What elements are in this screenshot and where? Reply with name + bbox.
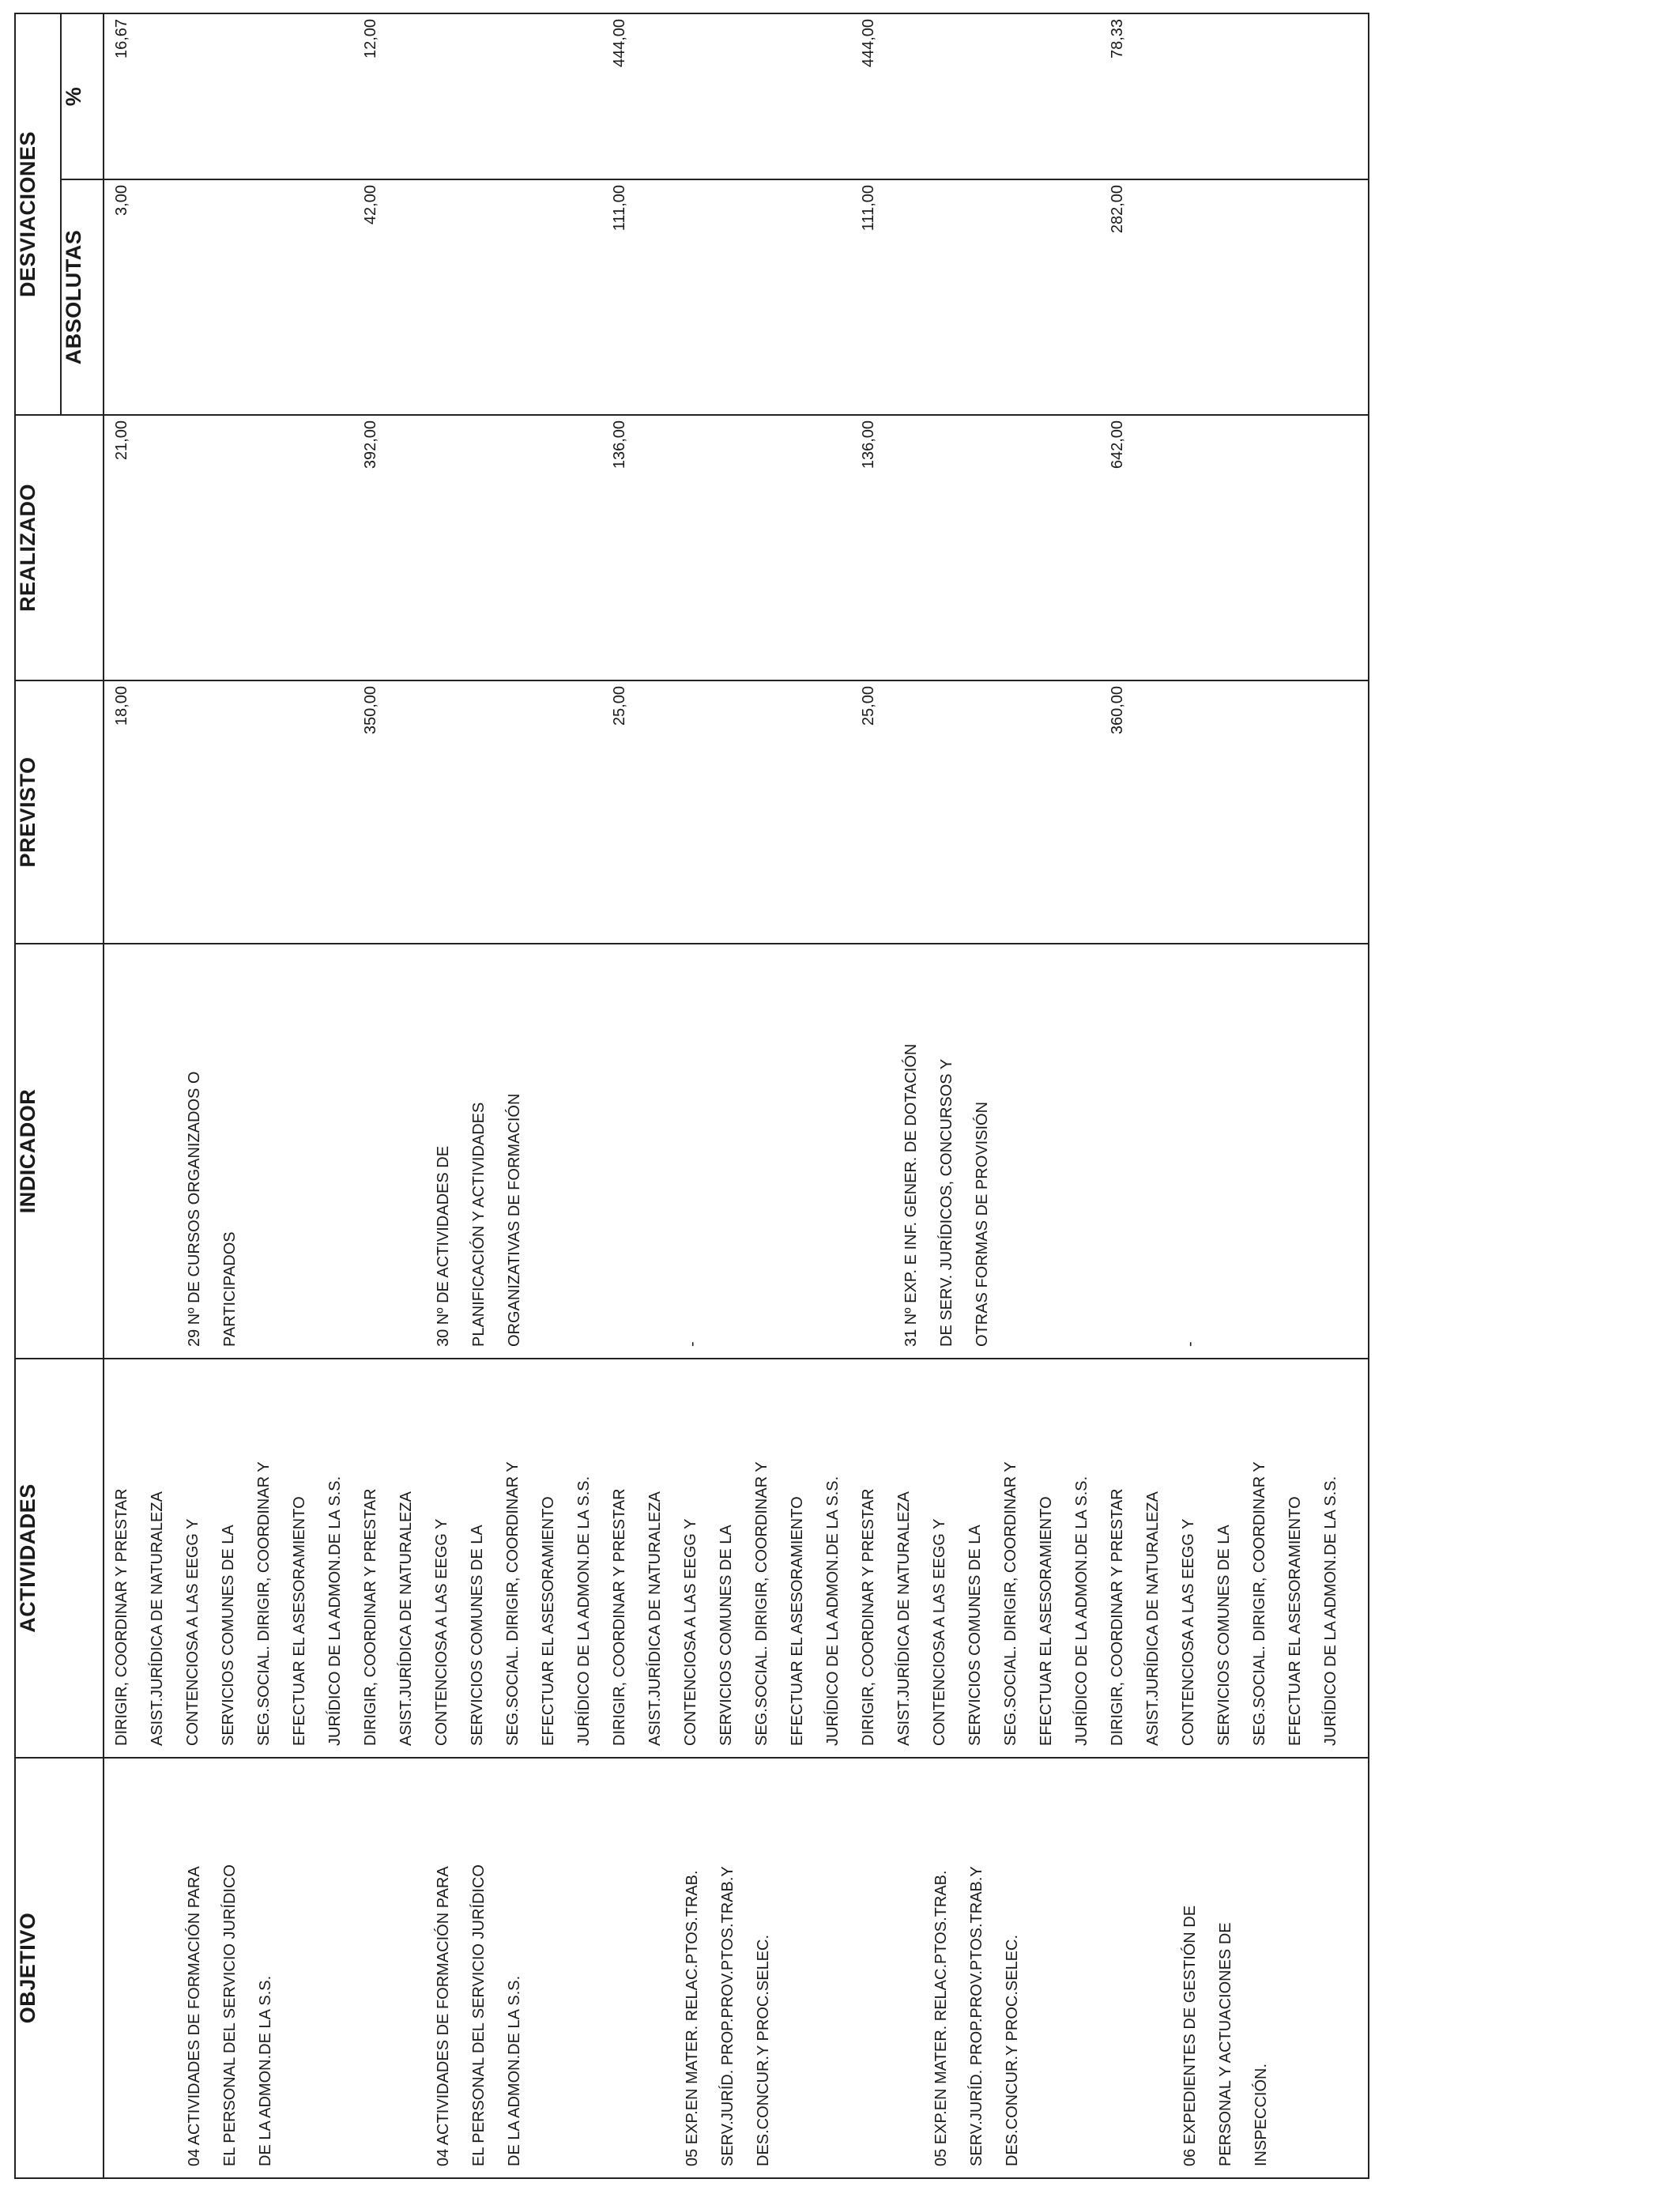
header-pct: %: [61, 13, 104, 179]
col-objetivo: [104, 1758, 1369, 2178]
header-previsto: PREVISTO: [15, 680, 104, 944]
actividades-cell: DIRIGIR, COORDINAR Y PRESTAR ASIST.JURÍDICA DE NATURALEZA CONTENCIOSA A LAS EEGG Y SERVICIOS COMUNES DE LA SEG.SOCIAL. DIRIGIR, COORDINAR Y EFECTUAR EL ASESORAMIENTO JURÍDICO DE LA ADMON.DE LA S.S.: [1109, 1461, 1339, 1746]
pct-value: 78,33: [1109, 18, 1126, 59]
absolutas-value: 111,00: [611, 185, 628, 232]
previsto-value: 18,00: [113, 686, 130, 726]
indicador-cell: -: [1181, 1341, 1199, 1347]
objetivo-cell: 05 EXP.EN MATER. RELAC.PTOS.TRAB. SERV.JURÍD. PROP.PROV.PTOS.TRAB.Y DES.CONCUR.Y PROC.SELEC.: [932, 1866, 1021, 2166]
previsto-value: 360,00: [1109, 686, 1126, 735]
previsto-value: 350,00: [362, 686, 379, 735]
col-absolutas: [104, 179, 1369, 415]
col-indicador: [104, 944, 1369, 1359]
pct-value: 444,00: [611, 18, 628, 68]
realizado-value: 21,00: [113, 420, 130, 461]
absolutas-value: 42,00: [362, 185, 379, 225]
header-desviaciones: DESVIACIONES: [15, 13, 61, 415]
absolutas-value: 282,00: [1109, 185, 1126, 234]
objetivo-cell: 05 EXP.EN MATER. RELAC.PTOS.TRAB. SERV.JURÍD. PROP.PROV.PTOS.TRAB.Y DES.CONCUR.Y PROC.SELEC.: [684, 1866, 772, 2166]
objectives-table: [14, 13, 1369, 2179]
indicador-cell: 29 Nº DE CURSOS ORGANIZADOS O PARTICIPADOS: [186, 1071, 239, 1347]
header-actividades: ACTIVIDADES: [15, 1359, 104, 1758]
realizado-value: 642,00: [1109, 420, 1126, 469]
col-actividades: [104, 1359, 1369, 1758]
actividades-cell: DIRIGIR, COORDINAR Y PRESTAR ASIST.JURÍDICA DE NATURALEZA CONTENCIOSA A LAS EEGG Y SERVICIOS COMUNES DE LA SEG.SOCIAL. DIRIGIR, COORDINAR Y EFECTUAR EL ASESORAMIENTO JURÍDICO DE LA ADMON.DE LA S.S.: [860, 1461, 1090, 1746]
col-pct: [104, 13, 1369, 179]
header-realizado: REALIZADO: [15, 415, 104, 680]
realizado-value: 136,00: [860, 420, 877, 469]
pct-value: 444,00: [860, 18, 877, 68]
previsto-value: 25,00: [611, 686, 628, 726]
pct-value: 16,67: [113, 18, 130, 59]
realizado-value: 136,00: [611, 420, 628, 469]
header-objetivo: OBJETIVO: [15, 1758, 104, 2178]
header-absolutas: ABSOLUTAS: [61, 179, 104, 415]
indicador-cell: 30 Nº DE ACTIVIDADES DE PLANIFICACIÓN Y ACTIVIDADES ORGANIZATIVAS DE FORMACIÓN: [435, 1093, 523, 1347]
col-previsto: [104, 680, 1369, 944]
previsto-value: 25,00: [860, 686, 877, 726]
indicador-cell: -: [684, 1341, 701, 1347]
objetivo-cell: 06 EXPEDIENTES DE GESTIÓN DE PERSONAL Y ACTUACIONES DE INSPECCIÓN.: [1181, 1905, 1270, 2166]
col-realizado: [104, 415, 1369, 680]
actividades-cell: DIRIGIR, COORDINAR Y PRESTAR ASIST.JURÍDICA DE NATURALEZA CONTENCIOSA A LAS EEGG Y SERVICIOS COMUNES DE LA SEG.SOCIAL. DIRIGIR, COORDINAR Y EFECTUAR EL ASESORAMIENTO JURÍDICO DE LA ADMON.DE LA S.S.: [611, 1461, 842, 1746]
absolutas-value: 3,00: [113, 185, 130, 216]
pct-value: 12,00: [362, 18, 379, 59]
header-indicador: INDICADOR: [15, 944, 104, 1359]
objetivo-cell: 04 ACTIVIDADES DE FORMACIÓN PARA EL PERSONAL DEL SERVICIO JURÍDICO DE LA ADMON.DE LA S.S.: [186, 1864, 274, 2166]
indicador-cell: 31 Nº EXP. E INF. GENER. DE DOTACIÓN DE SERV. JURÍDICOS, CONCURSOS Y OTRAS FORMAS DE PROVISIÓN: [902, 1043, 991, 1347]
actividades-cell: DIRIGIR, COORDINAR Y PRESTAR ASIST.JURÍDICA DE NATURALEZA CONTENCIOSA A LAS EEGG Y SERVICIOS COMUNES DE LA SEG.SOCIAL. DIRIGIR, COORDINAR Y EFECTUAR EL ASESORAMIENTO JURÍDICO DE LA ADMON.DE LA S.S.: [113, 1461, 344, 1746]
actividades-cell: DIRIGIR, COORDINAR Y PRESTAR ASIST.JURÍDICA DE NATURALEZA CONTENCIOSA A LAS EEGG Y SERVICIOS COMUNES DE LA SEG.SOCIAL. DIRIGIR, COORDINAR Y EFECTUAR EL ASESORAMIENTO JURÍDICO DE LA ADMON.DE LA S.S.: [362, 1461, 593, 1746]
objetivo-cell: 04 ACTIVIDADES DE FORMACIÓN PARA EL PERSONAL DEL SERVICIO JURÍDICO DE LA ADMON.DE LA S.S.: [435, 1864, 523, 2166]
realizado-value: 392,00: [362, 420, 379, 469]
absolutas-value: 111,00: [860, 185, 877, 232]
